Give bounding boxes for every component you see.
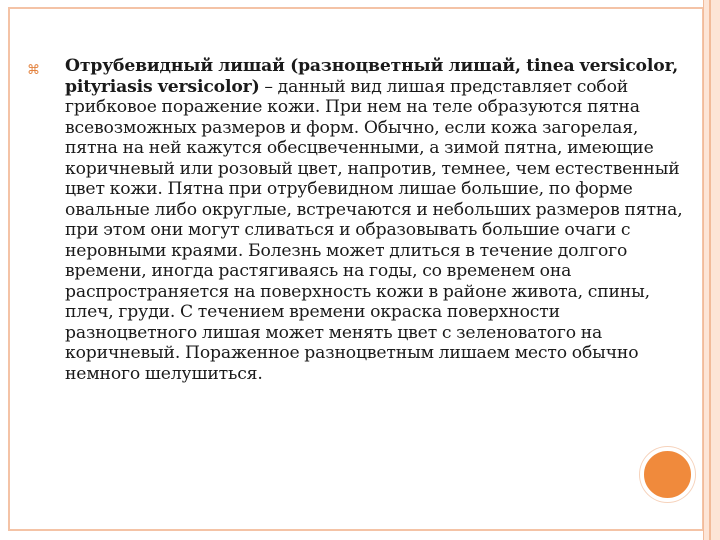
right-stripe-line [709, 0, 711, 540]
bold-lead-text: Отрубевидный лишай (разноцветный лишай, tinea versicolor, pityriasis versicolor) [65, 56, 679, 97]
right-decorative-stripe [703, 0, 720, 540]
body-text: – данный вид лишая представляет собой грибковое поражение кожи. При нем на теле образуются пятна всевозможных размеров и форм. Обычно, если кожа загорелая, пятна на ней кажутся обесцвеченными, а зимой пятна, имеющие коричневый или розовый цвет, напротив, темнее, чем естественный цвет кожи. Пятна при отрубевидном лишае большие, по форме овальные либо округлые, встречаются и небольших размеров пятна, при этом они могут сливаться и образовывать большие очаги с неровными краями. Болезнь может длиться в течение долгого времени, иногда растягиваясь на годы, со временем она распространяется на поверхность кожи в районе живота, спины, плеч, груди. С течением времени окраска поверхности разноцветного лишая может менять цвет с зеленоватого на коричневый. Пораженное разноцветным лишаем место обычно немного шелушиться. [65, 76, 683, 384]
bullet-icon: ⌘ [27, 63, 40, 78]
orange-circle-ornament [640, 447, 695, 502]
slide-body-text [65, 56, 691, 384]
